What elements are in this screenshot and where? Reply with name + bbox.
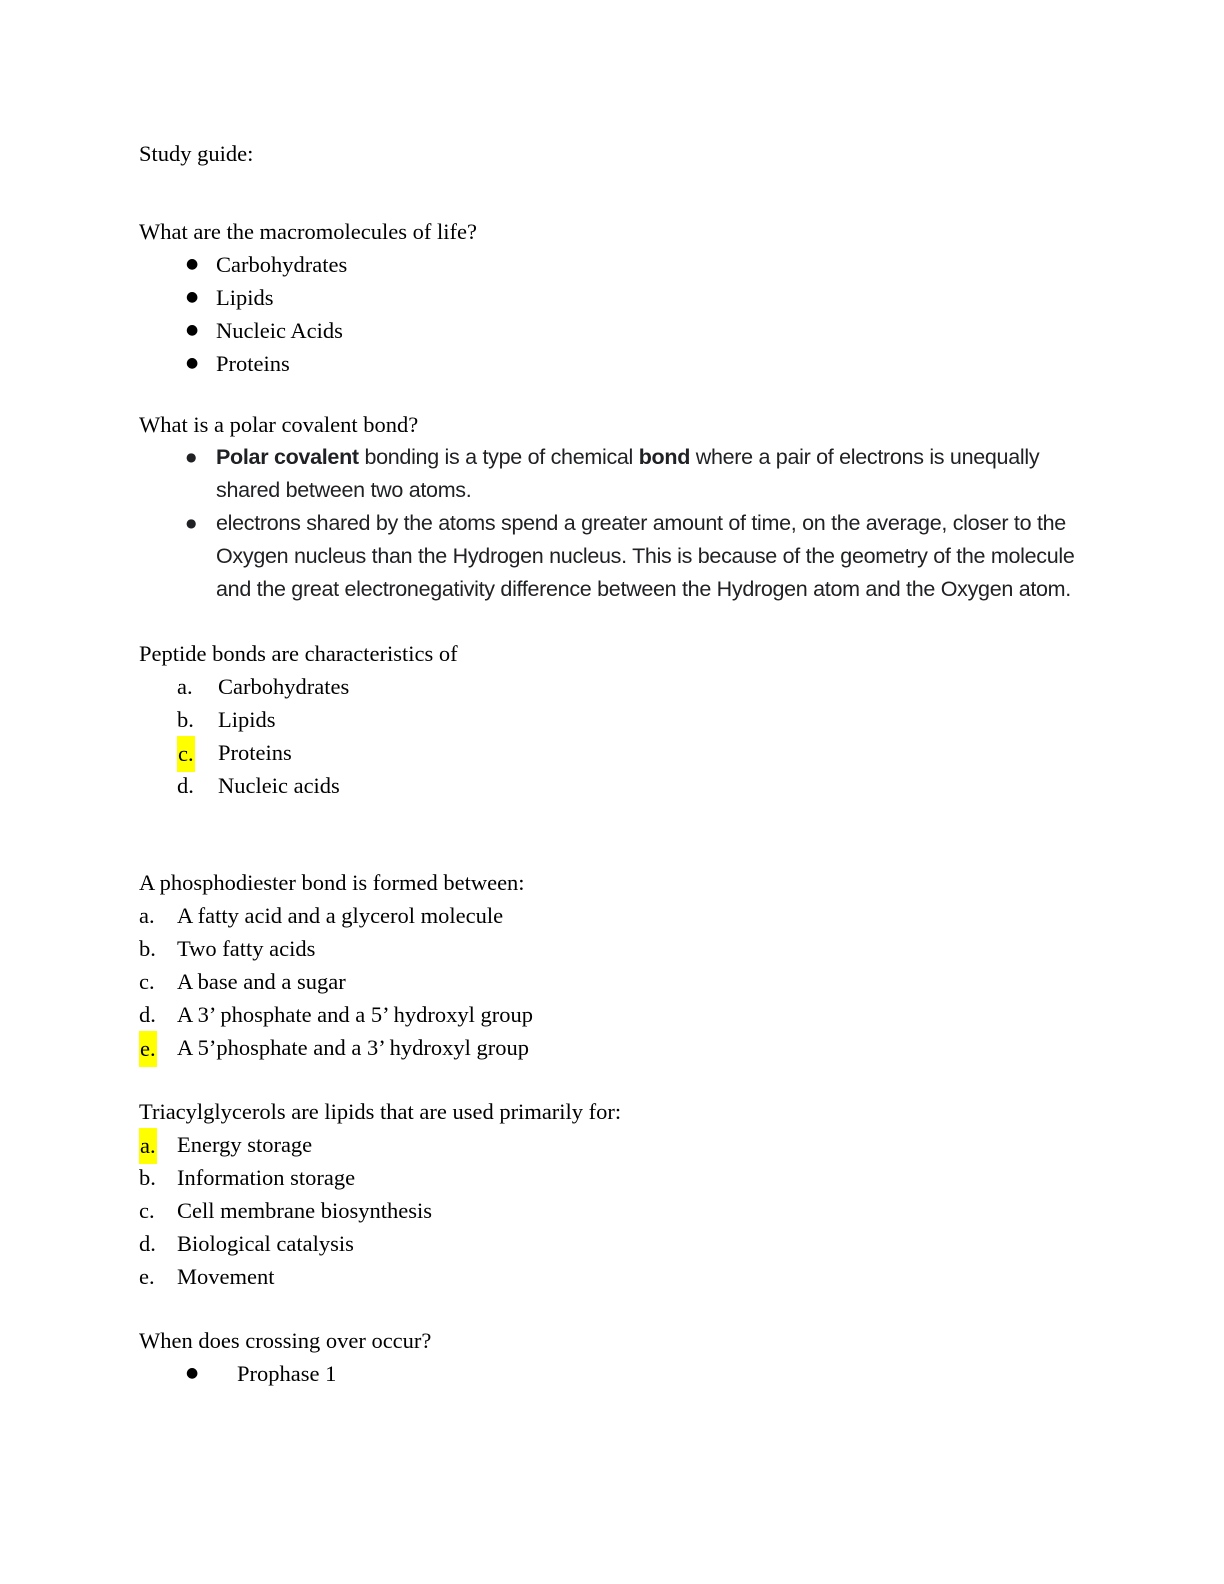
choice-marker: c.: [139, 1198, 155, 1223]
answer-paragraph: electrons shared by the atoms spend a greater amount of time, on the average, closer to the Oxygen nucleus than the Hydrogen nucleus. This is because of the geometry of the molecule and the great electronegativity difference between the Hydrogen atom and the Oxygen atom.: [216, 511, 1075, 601]
choice-text: Movement: [177, 1264, 275, 1289]
choice-row: [139, 1227, 1085, 1260]
section-peptide-bonds: [139, 637, 1085, 802]
list-item-label: Prophase 1: [237, 1361, 337, 1386]
choice-marker: c.: [139, 969, 155, 994]
choice-marker: d.: [177, 773, 194, 798]
list-item-label: Nucleic Acids: [216, 318, 343, 343]
choice-text: Energy storage: [177, 1132, 313, 1157]
choice-marker: b.: [177, 707, 194, 732]
list-item: [139, 1357, 1085, 1390]
choice-text: Two fatty acids: [177, 936, 316, 961]
choice-marker: b.: [139, 1165, 156, 1190]
question-text: When does crossing over occur?: [139, 1328, 432, 1353]
choice-row: [139, 1031, 1085, 1064]
bullet-icon: ●: [186, 355, 199, 371]
answer-highlight-marker: e.: [139, 1031, 157, 1067]
choice-text: A base and a sugar: [177, 969, 346, 994]
question-text: What is a polar covalent bond?: [139, 412, 419, 437]
bold-term: Polar covalent: [216, 445, 359, 469]
choice-row: [139, 1194, 1085, 1227]
choice-row: [139, 965, 1085, 998]
choice-text: Nucleic acids: [218, 773, 340, 798]
choice-marker: d.: [139, 1002, 156, 1027]
list-item: [139, 507, 1095, 606]
choice-row: [139, 1128, 1085, 1161]
bold-term: bond: [638, 445, 691, 469]
choice-marker: e.: [139, 1264, 155, 1289]
list-item-label: Carbohydrates: [216, 252, 348, 277]
choice-row: [139, 670, 1085, 703]
choice-row: [139, 1161, 1085, 1194]
list-item-label: Lipids: [216, 285, 274, 310]
list-item: [139, 281, 1085, 314]
choice-marker: a.: [139, 903, 155, 928]
bullet-icon: ●: [186, 450, 197, 464]
section-polar-covalent: [139, 408, 1085, 606]
question-text: Triacylglycerols are lipids that are used primarily for:: [139, 1099, 622, 1124]
answer-highlight-marker: a.: [139, 1128, 157, 1164]
answer-highlight-marker: c.: [177, 736, 195, 772]
list-item: [139, 347, 1085, 380]
bullet-icon: ●: [186, 322, 199, 338]
choice-text: Proteins: [218, 740, 292, 765]
choice-text: A 3’ phosphate and a 5’ hydroxyl group: [177, 1002, 533, 1027]
choice-row: [139, 932, 1085, 965]
choice-row: [139, 736, 1085, 769]
list-item: [139, 441, 1095, 507]
choice-text: Carbohydrates: [218, 674, 350, 699]
question-text: Peptide bonds are characteristics of: [139, 641, 458, 666]
list-item: [139, 314, 1085, 347]
bullet-icon: ●: [186, 289, 199, 305]
section-macromolecules: [139, 215, 1085, 380]
choice-row: [139, 769, 1085, 802]
choice-marker: a.: [177, 674, 193, 699]
choice-text: Cell membrane biosynthesis: [177, 1198, 432, 1223]
question-text: A phosphodiester bond is formed between:: [139, 870, 525, 895]
choice-row: [139, 899, 1085, 932]
choice-text: Biological catalysis: [177, 1231, 354, 1256]
choice-row: [139, 998, 1085, 1031]
choice-row: [139, 703, 1085, 736]
bullet-icon: ●: [186, 1365, 199, 1381]
list-item-label: Proteins: [216, 351, 290, 376]
choice-text: Information storage: [177, 1165, 356, 1190]
answer-paragraph: Polar covalent bonding is a type of chemical bond where a pair of electrons is unequally shared between two atoms.: [216, 445, 1040, 502]
page-title: Study guide:: [139, 141, 254, 166]
choice-text: Lipids: [218, 707, 276, 732]
choice-text: A fatty acid and a glycerol molecule: [177, 903, 504, 928]
question-text: What are the macromolecules of life?: [139, 219, 477, 244]
bullet-icon: ●: [186, 516, 197, 530]
section-phosphodiester: [139, 866, 1085, 1064]
choice-row: [139, 1260, 1085, 1293]
section-triacylglycerols: [139, 1095, 1085, 1293]
bullet-icon: ●: [186, 256, 199, 272]
section-crossing-over: [139, 1324, 1085, 1390]
list-item: [139, 248, 1085, 281]
choice-text: A 5’phosphate and a 3’ hydroxyl group: [177, 1035, 530, 1060]
choice-marker: b.: [139, 936, 156, 961]
choice-marker: d.: [139, 1231, 156, 1256]
